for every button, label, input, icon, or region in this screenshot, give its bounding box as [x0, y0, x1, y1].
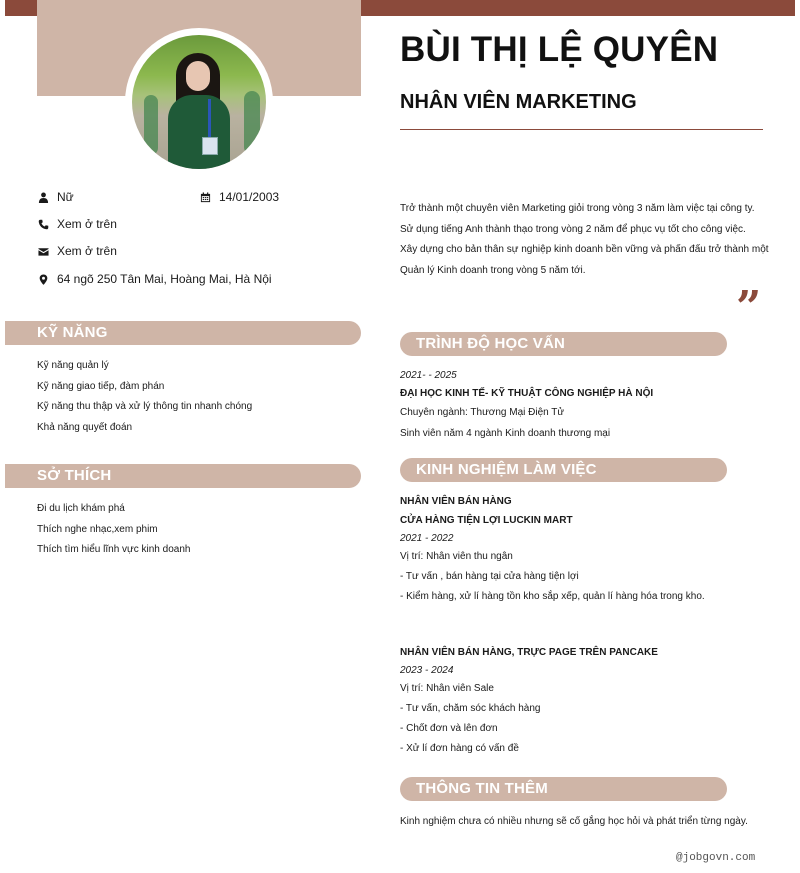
additional-heading: THÔNG TIN THÊM	[416, 780, 548, 797]
phone-row	[37, 217, 117, 231]
education-note: Sinh viên năm 4 ngành Kinh doanh thương mại	[400, 428, 611, 439]
skills-heading-bar	[5, 321, 361, 345]
job-title: NHÂN VIÊN BÁN HÀNG	[400, 496, 512, 507]
objective-line: Xây dựng cho bản thân sự nghiệp kinh doanh bền vững và phấn đấu trở thành một Quản lý Kinh doanh trong vòng 5 năm tới.	[400, 244, 769, 277]
avatar-frame	[125, 28, 273, 176]
calendar-icon	[199, 191, 211, 203]
job-duty: - Tư vấn , bán hàng tại cửa hàng tiện lợi	[400, 571, 579, 582]
job-position: Vị trí: Nhân viên thu ngân	[400, 551, 513, 562]
job-period: 2023 - 2024	[400, 665, 454, 676]
hobby-item: Thích tìm hiểu lĩnh vực kinh doanh	[37, 544, 191, 556]
experience-job-1	[400, 492, 705, 607]
objective-line: Trở thành một chuyên viên Marketing giỏi trong vòng 3 năm làm việc tại công ty.	[400, 203, 755, 214]
address-row	[37, 272, 272, 286]
education-heading-bar	[400, 332, 727, 356]
hobby-item: Đi du lịch khám phá	[37, 503, 125, 514]
gender-row	[37, 190, 74, 204]
phone-value: Xem ở trên	[57, 217, 117, 231]
header-divider	[400, 129, 763, 130]
education-period: 2021- - 2025	[400, 370, 457, 381]
skills-list	[37, 356, 252, 439]
objective-line: Sử dụng tiếng Anh thành thạo trong vòng 2 năm để phục vụ tốt cho công việc.	[400, 223, 746, 235]
job-title: NHÂN VIÊN MARKETING	[400, 91, 637, 113]
quote-icon: ”	[736, 282, 762, 333]
address-value: 64 ngõ 250 Tân Mai, Hoàng Mai, Hà Nội	[57, 272, 272, 286]
avatar	[132, 35, 266, 169]
skill-item: Kỹ năng quản lý	[37, 360, 109, 371]
job-duty: - Kiểm hàng, xử lí hàng tồn kho sắp xếp, quản lí hàng hóa trong kho.	[400, 591, 705, 602]
additional-heading-bar	[400, 777, 727, 801]
envelope-icon	[37, 245, 49, 257]
job-period: 2021 - 2022	[400, 533, 454, 544]
education-major: Chuyên ngành: Thương Mại Điện Tử	[400, 407, 565, 418]
user-icon	[37, 191, 49, 203]
email-row	[37, 244, 117, 258]
skills-heading: KỸ NĂNG	[37, 324, 108, 341]
education-heading: TRÌNH ĐỘ HỌC VẤN	[416, 335, 566, 352]
experience-heading: KINH NGHIỆM LÀM VIỆC	[416, 461, 597, 478]
job-title: NHÂN VIÊN BÁN HÀNG, TRỰC PAGE TRÊN PANCAKE	[400, 647, 658, 658]
skill-item: Kỹ năng thu thập và xử lý thông tin nhanh chóng	[37, 401, 253, 413]
job-duty: - Tư vấn, chăm sóc khách hàng	[400, 703, 541, 714]
career-objective	[400, 199, 770, 282]
education-school: ĐẠI HỌC KINH TẾ- KỸ THUẬT CÔNG NGHIỆP HÀ NỘI	[400, 388, 654, 399]
education-entry	[400, 367, 653, 444]
additional-info	[400, 812, 748, 832]
experience-heading-bar	[400, 458, 727, 482]
additional-text: Kinh nghiệm chưa có nhiều nhưng sẽ cố gắng học hỏi và phát triển từng ngày.	[400, 816, 748, 827]
map-pin-icon	[37, 273, 49, 285]
job-duty: - Xử lí đơn hàng có vấn đề	[400, 743, 519, 754]
hobbies-heading: SỞ THÍCH	[37, 467, 112, 484]
job-duty: - Chốt đơn và lên đơn	[400, 723, 498, 734]
email-value: Xem ở trên	[57, 244, 117, 258]
phone-icon	[37, 218, 49, 230]
dob-value: 14/01/2003	[219, 190, 280, 204]
skill-item: Kỹ năng giao tiếp, đàm phán	[37, 380, 165, 392]
candidate-name: BÙI THỊ LỆ QUYÊN	[400, 30, 719, 69]
skill-item: Khả năng quyết đoán	[37, 422, 133, 434]
experience-job-2	[400, 643, 658, 759]
watermark: @jobgovn.com	[676, 852, 756, 864]
job-company: CỬA HÀNG TIỆN LỢI LUCKIN MART	[400, 515, 573, 526]
hobbies-heading-bar	[5, 464, 361, 488]
hobby-item: Thích nghe nhạc,xem phim	[37, 523, 158, 535]
dob-row	[199, 190, 279, 204]
job-position: Vị trí: Nhân viên Sale	[400, 683, 494, 694]
hobbies-list	[37, 499, 190, 561]
gender-value: Nữ	[57, 190, 74, 204]
